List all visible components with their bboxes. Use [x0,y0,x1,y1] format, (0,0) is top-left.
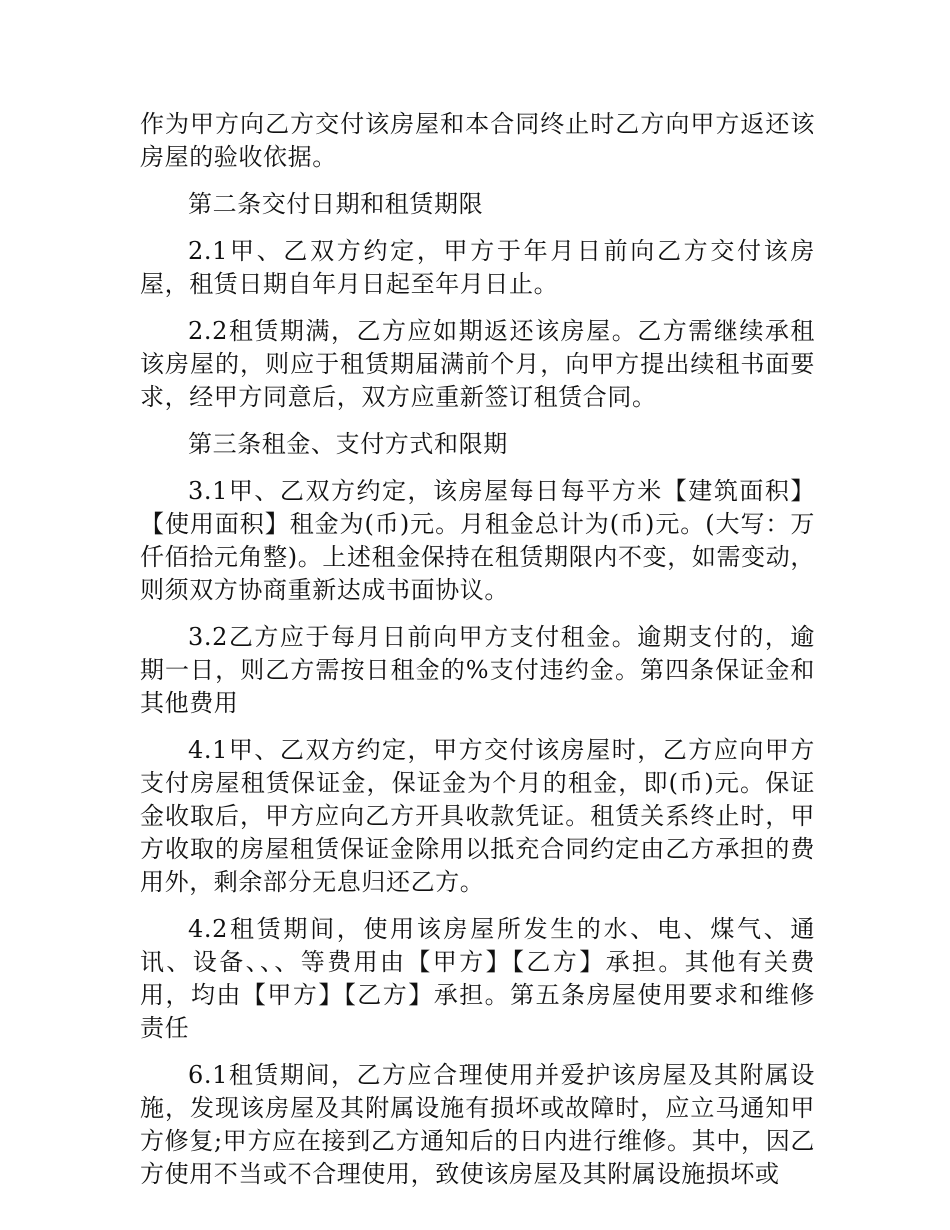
paragraph-2-2: 2.2租赁期满，乙方应如期返还该房屋。乙方需继续承租该房屋的，则应于租赁期届满前个月，向甲方提出续租书面要求，经甲方同意后，双方应重新签订租赁合同。 [140,317,815,411]
paragraph-continuation: 作为甲方向乙方交付该房屋和本合同终止时乙方向甲方返还该房屋的验收依据。 [140,110,815,171]
paragraph-4-2: 4.2租赁期间，使用该房屋所发生的水、电、煤气、通讯、设备、、、等费用由【甲方】【乙方】承担。其他有关费用，均由【甲方】【乙方】承担。第五条房屋使用要求和维修责任 [140,915,815,1042]
paragraph-6-1: 6.1租赁期间，乙方应合理使用并爱护该房屋及其附属设施，发现该房屋及其附属设施有损坏或故障时，应立马通知甲方修复;甲方应在接到乙方通知后的日内进行维修。其中，因乙方使用不当或不合理使用，致使该房屋及其附属设施损坏或 [140,1061,815,1188]
paragraph-3-2: 3.2乙方应于每月日前向甲方支付租金。逾期支付的，逾期一日，则乙方需按日租金的%支付违约金。第四条保证金和其他费用 [140,623,815,717]
paragraph-4-1: 4.1甲、乙双方约定，甲方交付该房屋时，乙方应向甲方支付房屋租赁保证金，保证金为个月的租金，即(币)元。保证金收取后，甲方应向乙方开具收款凭证。租赁关系终止时，甲方收取的房屋租赁保证金除用以抵充合同约定由乙方承担的费用外，剩余部分无息归还乙方。 [140,736,815,896]
section-heading-article-2: 第二条交付日期和租赁期限 [188,190,484,218]
section-heading-article-3: 第三条租金、支付方式和限期 [188,430,508,458]
document-body [140,108,815,1205]
paragraph-3-1: 3.1甲、乙双方约定，该房屋每日每平方米【建筑面积】【使用面积】租金为(币)元。月租金总计为(币)元。(大写：万仟佰拾元角整)。上述租金保持在租赁期限内不变，如需变动，则须双方协商重新达成书面协议。 [140,477,815,604]
paragraph-2-1: 2.1甲、乙双方约定，甲方于年月日前向乙方交付该房屋，租赁日期自年月日起至年月日止。 [140,237,815,298]
